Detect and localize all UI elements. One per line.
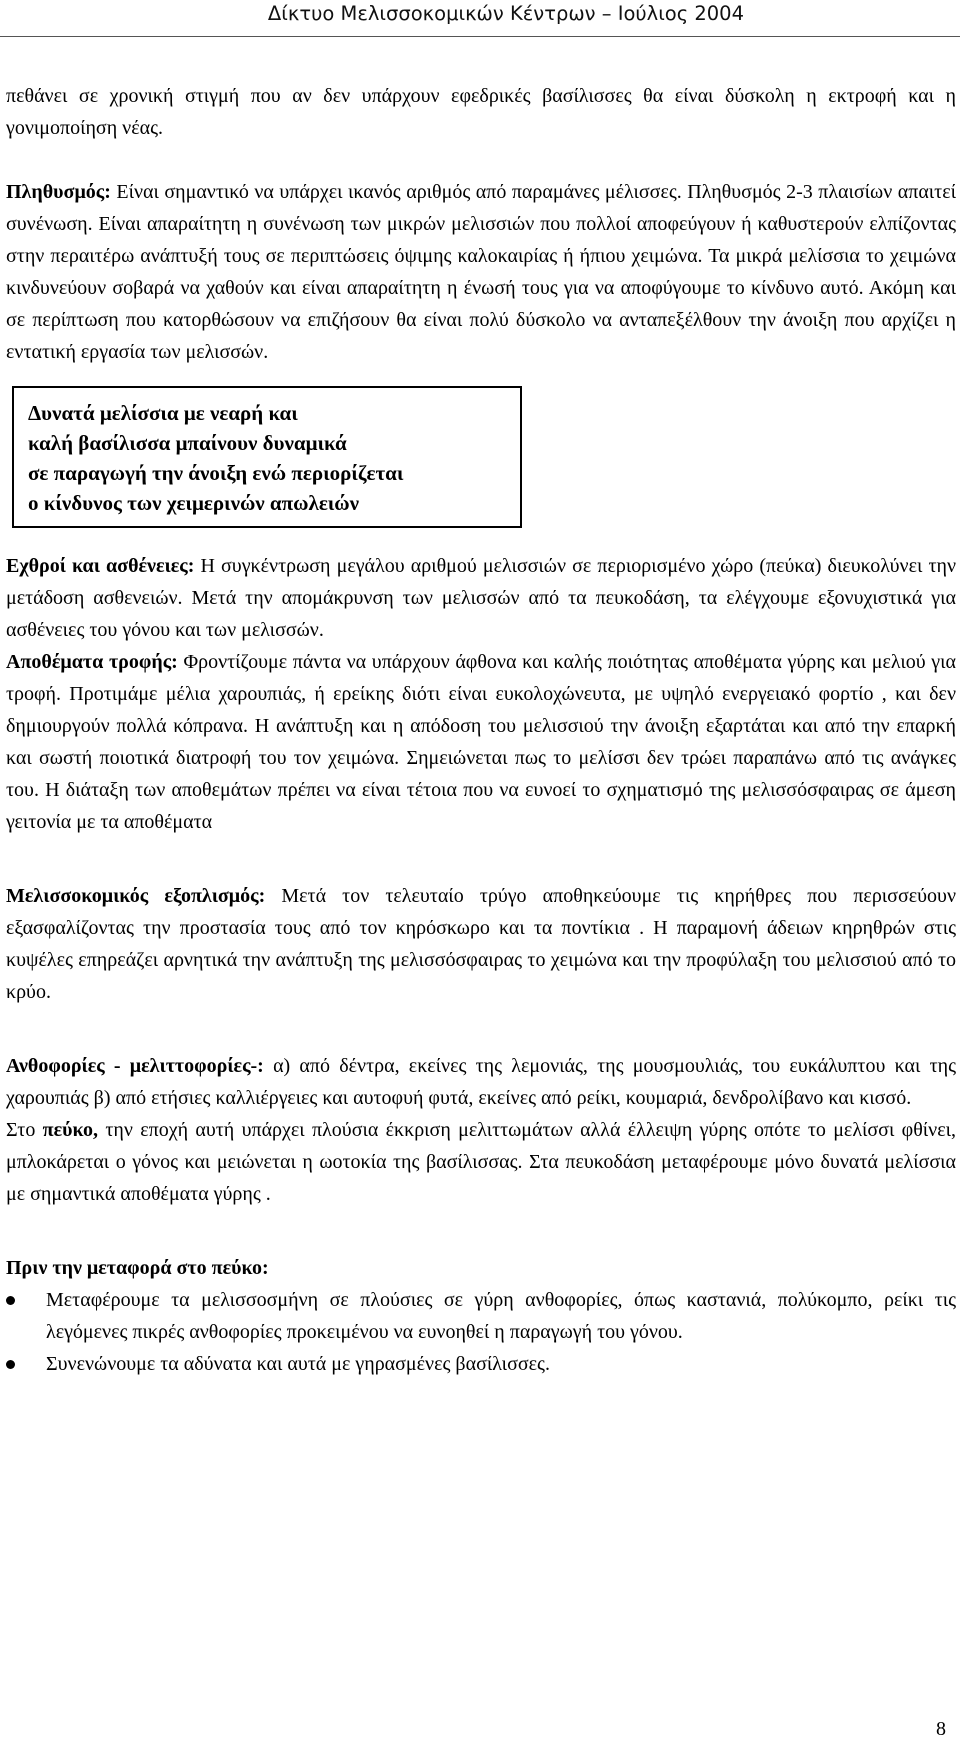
spacer [6,1210,956,1242]
population-text: Είναι σημαντικό να υπάρχει ικανός αριθμός από παραμάνες μέλισσες. Πληθυσμός 2-3 πλαισίων απαιτεί συνένωση. Είναι απαραίτητη η συνένωση των μικρών μελισσιών που πολλοί αποφεύγουν ή καθυστερούν ελπίζοντας στην περαιτέρω ανάπτυξή τους σε περιπτώσεις όψιμης καλοκαιρίας ή ήπιου χειμώνα. Τα μικρά μελίσσια το χειμώνα κινδυνεύουν σοβαρά να χαθούν και είναι απαραίτητη η ένωσή τους για να αποφύγουμε το κίνδυνο αυτό. Ακόμη και σε περίπτωση που κατορθώσουν να επιζήσουν θα είναι πολύ δύσκολο να ανταπεξέλθουν την άνοιξη που αρχίζει η εντατική εργασία των μελισσών. [6,181,956,363]
bullet-icon [6,1360,15,1369]
callout-box [12,386,522,528]
spacer [6,1040,956,1050]
flora-label: Ανθοφορίες - μελιττοφορίες-: [6,1055,264,1077]
spacer [6,1008,956,1040]
header-rule [0,36,960,37]
enemies-label: Εχθροί και ασθένειες: [6,555,195,577]
food-text: Φροντίζουμε πάντα να υπάρχουν άφθονα και καλής ποιότητας αποθέματα γύρης και μελιού για τροφή. Προτιμάμε μέλια χαρουπιάς, ή ερείκης διότι είναι ευκολοχώνευτα, με υψηλό ενεργειακό φορτίο , και δεν δημιουργούν πολλά κόπρανα. Η ανάπτυξη και η απόδοση του μελισσιού την άνοιξη εξαρτάται και από την επαρκή και σωστή ποιοτικά διατροφή του τον χειμώνα. Σημειώνεται πως το μελίσσι δεν τρώει παραπάνω από τις ανάγκες του. Η διάταξη των αποθεμάτων πρέπει να είναι τέτοια που να ευνοεί το σχηματισμό της μελισσόσφαιρας σε άμεση γειτονία με τα αποθέματα [6,651,957,833]
page-number: 8 [936,1718,946,1740]
spacer [6,838,956,870]
before-move-heading [6,1252,956,1284]
callout-line: Δυνατά μελίσσια με νεαρή και [28,401,298,425]
spacer [6,144,956,176]
enemies-paragraph [6,550,956,646]
pine-prefix: Στο [6,1119,43,1141]
food-label: Αποθέματα τροφής: [6,651,178,673]
food-paragraph [6,646,956,838]
equipment-text: Μετά τον τελευταίο τρύγο αποθηκεύουμε τις κηρήθρες που περισσεύουν εξασφαλίζοντας την προστασία τους από τον κηρόσκωρο και τα ποντίκια . Η παραμονή άδειων κηρηθρών στις κυψέλες επηρεάζει αρνητικά την ανάπτυξη της μελισσόσφαιρας το χειμώνα και την προφύλαξη του μελισσιού από το κρύο. [6,885,956,1003]
callout-line: ο κίνδυνος των χειμερινών απωλειών [28,491,360,515]
callout-line: σε παραγωγή την άνοιξη ενώ περιορίζεται [28,461,404,485]
list-item-text: Μεταφέρουμε τα μελισσοσμήνη σε πλούσιες σε γύρη ανθοφορίες, όπως καστανιά, πολύκομπο, ρείκι τις λεγόμενες πικρές ανθοφορίες προκειμένου να ευνοηθεί η παραγωγή του γόνου. [46,1289,956,1343]
bullet-icon [6,1296,15,1305]
document-body [6,80,956,1380]
spacer [6,870,956,880]
flora-paragraph [6,1050,956,1114]
equipment-label: Μελισσοκομικός εξοπλισμός: [6,885,266,907]
header-title: Δίκτυο Μελισσοκομικών Κέντρων – Ιούλιος 2004 [267,2,744,25]
pine-paragraph [6,1114,956,1210]
list-item [6,1284,956,1348]
spacer [6,1242,956,1252]
flora-text: α) από δέντρα, εκείνες της λεμονιάς, της μουσμουλιάς, του ευκάλυπτου και της χαρουπιάς β) από ετήσιες καλλιέργειες και αυτοφυή φυτά, εκείνες από ρείκι, κουμαριά, δενδρολίβανο και κισσό. [6,1055,956,1109]
pine-text: την εποχή αυτή υπάρχει πλούσια έκκριση μελιττωμάτων αλλά έλλειψη γύρης οπότε το μελίσσι φθίνει, μπλοκάρεται ο γόνος και μειώνεται η ωοτοκία της βασίλισσας. Στα πευκοδάση μεταφέρουμε μόνο δυνατά μελίσσια με σημαντικά αποθέματα γύρης . [6,1119,956,1205]
list-item [6,1348,956,1380]
intro-paragraph: πεθάνει σε χρονική στιγμή που αν δεν υπάρχουν εφεδρικές βασίλισσες θα είναι δύσκολη η εκτροφή και η γονιμοποίηση νέας. [6,85,956,139]
population-paragraph [6,176,956,368]
enemies-text: Η συγκέντρωση μεγάλου αριθμού μελισσιών σε περιορισμένο χώρο (πεύκα) διευκολύνει την μετάδοση ασθενειών. Μετά την απομάκρυνση των μελισσών από τα πευκοδάση, τα ελέγχουμε εξονυχιστικά για ασθένειες του γόνου και των μελισσών. [6,555,956,641]
bullet-list [6,1284,956,1380]
pine-label: πεύκο, [42,1119,99,1141]
page-header [0,0,960,40]
before-move-heading-text: Πριν την μεταφορά στο πεύκο: [6,1257,269,1279]
population-label: Πληθυσμός: [6,181,111,203]
list-item-text: Συνενώνουμε τα αδύνατα και αυτά με γηρασμένες βασίλισσες. [46,1353,550,1375]
callout-line: καλή βασίλισσα μπαίνουν δυναμικά [28,431,347,455]
equipment-paragraph [6,880,956,1008]
